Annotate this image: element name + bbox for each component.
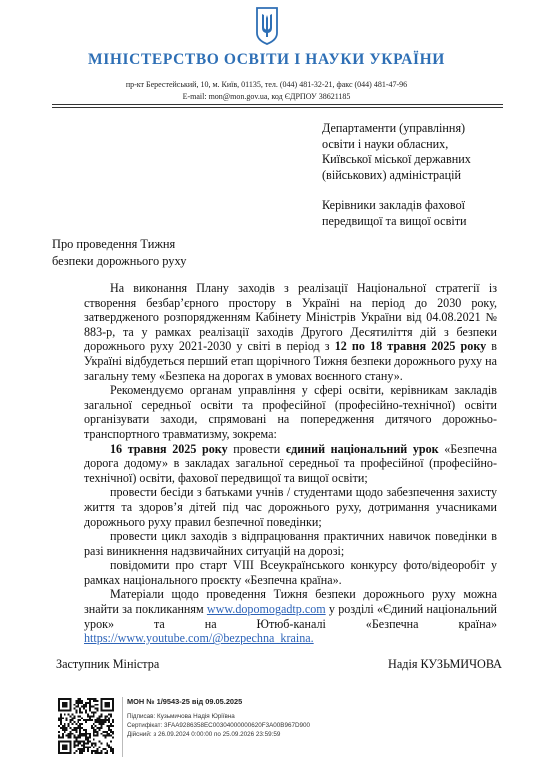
certificate-validity: Дійсний: з 26.09.2024 0:00:00 по 25.09.2026 23:59:59	[127, 731, 281, 738]
paragraph-7	[84, 587, 497, 645]
signed-by: Підписав: Кузьмичова Надія Юріївна	[127, 713, 235, 720]
recipient-line: Департаменти (управління)	[322, 121, 466, 135]
bold-date: 16 травня 2025 року	[110, 441, 228, 456]
text: «Безпечна дорога додому» в закладах загальної середньої та професійної (професійно-технічної) освіти, фахової передвищої та вищої освіти;	[84, 441, 498, 485]
header-divider	[52, 104, 503, 105]
paragraph-1	[84, 281, 497, 383]
paragraph-3	[84, 442, 497, 486]
text: в Україні відбудеться перший етап щорічного Тижня безпеки дорожнього руху на загальну тему «Безпека на дорогах в умовах воєнного стану».	[84, 339, 497, 383]
recipients-block	[322, 121, 471, 229]
certificate-id: Сертифікат: 3FAA9286358EC00304000000620F3A00B967D900	[127, 722, 311, 729]
signatory-name: Надія КУЗЬМИЧОВА	[388, 657, 502, 671]
paragraph-6: повідомити про старт VIII Всеукраїнського конкурсу фото/відеоробіт у рамках національного проєкту «Безпечна країна».	[84, 558, 497, 587]
ministry-address: пр-кт Берестейський, 10, м. Київ, 01135, тел. (044) 481-32-21, факс (044) 481-47-96	[125, 80, 408, 89]
ministry-title: МІНІСТЕРСТВО ОСВІТИ І НАУКИ УКРАЇНИ	[88, 51, 445, 68]
link-dopomogadtp[interactable]: www.dopomogadtp.com	[206, 602, 326, 617]
paragraph-4: провести бесіди з батьками учнів / студентами щодо забезпечення захисту життя та здоров’я дітей під час дорожнього руху, дотримання учасниками дорожнього руху правил безпечної поведінки;	[84, 485, 497, 529]
ministry-email: E-mail: mon@mon.gov.ua, код ЄДРПОУ 38621185	[182, 92, 351, 101]
subject-line: безпеки дорожнього руху	[52, 254, 187, 268]
qr-code-icon	[58, 697, 114, 755]
signatory-position: Заступник Міністра	[56, 657, 160, 671]
letter-subject	[52, 236, 186, 270]
bold-lesson: єдиний національний урок	[285, 441, 439, 456]
letter-body	[84, 281, 497, 646]
document-number: МОН № 1/9543-25 від 09.05.2025	[127, 697, 243, 706]
link-youtube[interactable]: https://www.youtube.com/@bezpechna_kraina.	[84, 631, 314, 646]
bold-dates: 12 по 18 травня 2025 року	[334, 339, 487, 354]
paragraph-5: провести цикл заходів з відпрацювання практичних навичок поведінки в разі виникнення надзвичайних ситуацій на дорозі;	[84, 529, 497, 558]
recipient-line: передвищої та вищої освіти	[322, 213, 467, 228]
coat-of-arms-icon	[254, 6, 280, 46]
subject-line: Про проведення Тижня	[52, 237, 176, 251]
recipient-line: Керівники закладів фахової	[322, 198, 466, 212]
e-signature-stamp	[122, 697, 312, 757]
recipient-line: освіти і науки обласних,	[322, 136, 449, 151]
text: Матеріали щодо проведення Тижня безпеки дорожнього руху можна знайти за покликанням	[84, 587, 497, 617]
header-divider-2	[52, 107, 503, 108]
text: На виконання Плану заходів з реалізації Національної стратегії із створення безбар’єрного простору в Україні на період до 2030 року, затвердженого розпорядженням Кабінету Міністрів України від 04.08.2021 № 883-р, та у рамках реалізації заходів Другого Десятиліття дій з безпеки дорожнього руху 2021-2030 у світі в період з	[84, 281, 497, 354]
text: у розділі «Єдиний національний урок» та на Ютюб-каналі «Безпечна країна»	[84, 602, 497, 631]
text: провести	[227, 441, 286, 456]
recipient-spacer	[322, 183, 471, 198]
recipient-line: Київської міської державних	[322, 152, 471, 166]
paragraph-2: Рекомендуємо органам управління у сфері освіти, керівникам закладів загальної середньої освіти та професійної (професійно-технічної) освіти організувати заходи, спрямовані на попередження дитячого дорожньо-транспортного травматизму, зокрема:	[84, 383, 497, 441]
recipient-line: (військових) адміністрацій	[322, 167, 461, 182]
signature-row	[56, 657, 502, 672]
